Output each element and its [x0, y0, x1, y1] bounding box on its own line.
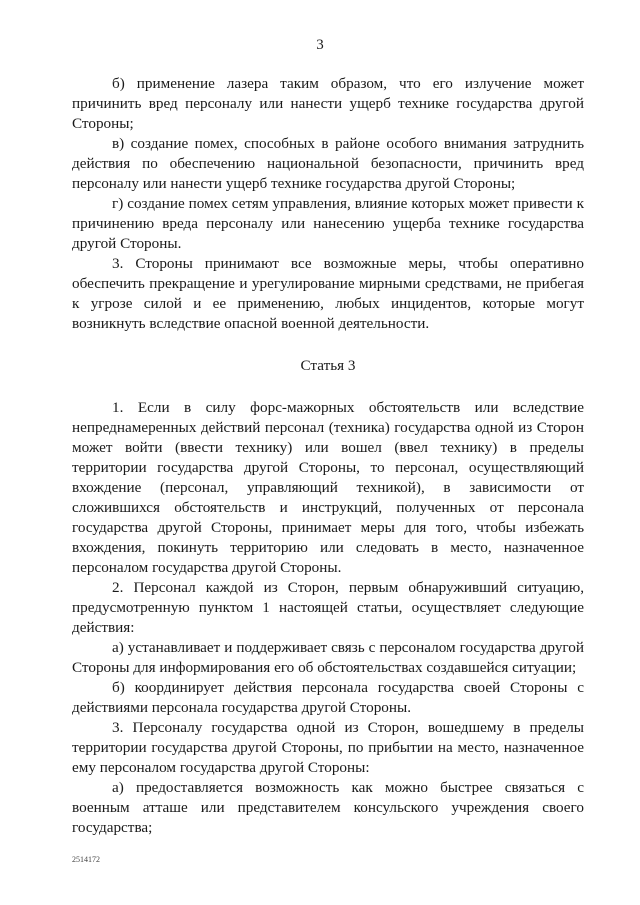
paragraph-article3-clause-1: 1. Если в силу форс-мажорных обстоятельств или вследствие непреднамеренных действий персонал (техника) государства одной из Сторон может войти (ввести технику) или вошел (ввел технику) в пределы территории государства другой Стороны, то персонал, осуществляющий вхождение (персонал, управляющий техникой), в зависимости от сложившихся обстоятельств и инструкций, полученных от персонала государства другой Стороны, принимает меры для того, чтобы избежать вхождения, покинуть территорию или следовать в место, назначенное персоналом государства другой Стороны. [72, 399, 584, 576]
article-heading: Статья 3 [300, 357, 356, 374]
paragraph-article3-clause-3: 3. Персоналу государства одной из Сторон, вошедшему в пределы территории государства другой Стороны, по прибытии на место, назначенное ему персоналом государства другой Стороны: [72, 719, 584, 776]
paragraph-item-g: г) создание помех сетям управления, влияние которых может привести к причинению вреда персоналу или нанесению ущерба технике государства другой Стороны. [72, 195, 584, 252]
paragraph-article3-clause-2: 2. Персонал каждой из Сторон, первым обнаруживший ситуацию, предусмотренную пунктом 1 настоящей статьи, осуществляет следующие действия: [72, 579, 584, 636]
paragraph-item-b: б) применение лазера таким образом, что его излучение может причинить вред персоналу или нанести ущерб технике государства другой Стороны; [72, 75, 584, 132]
document-code: 2514172 [72, 855, 100, 864]
paragraph-clause-3: 3. Стороны принимают все возможные меры, чтобы оперативно обеспечить прекращение и урегулирование мирными средствами, не прибегая к угрозе силой и ее применению, любых инцидентов, которые могут возникнуть вследствие опасной военной деятельности. [72, 255, 584, 332]
paragraph-article3-clause-3-item-a: а) предоставляется возможность как можно быстрее связаться с военным атташе или представителем консульского учреждения своего государства; [72, 779, 584, 836]
paragraph-article3-item-a: а) устанавливает и поддерживает связь с персоналом государства другой Стороны для информирования его об обстоятельствах создавшейся ситуации; [72, 639, 584, 676]
page-number: 3 [316, 37, 324, 53]
paragraph-item-v: в) создание помех, способных в районе особого внимания затруднить действия по обеспечению национальной безопасности, причинить вред персоналу или нанести ущерб технике государства другой Стороны; [72, 135, 584, 192]
document-body [72, 74, 584, 838]
paragraph-article3-item-b: б) координирует действия персонала государства своей Стороны с действиями персонала государства другой Стороны. [72, 679, 584, 716]
